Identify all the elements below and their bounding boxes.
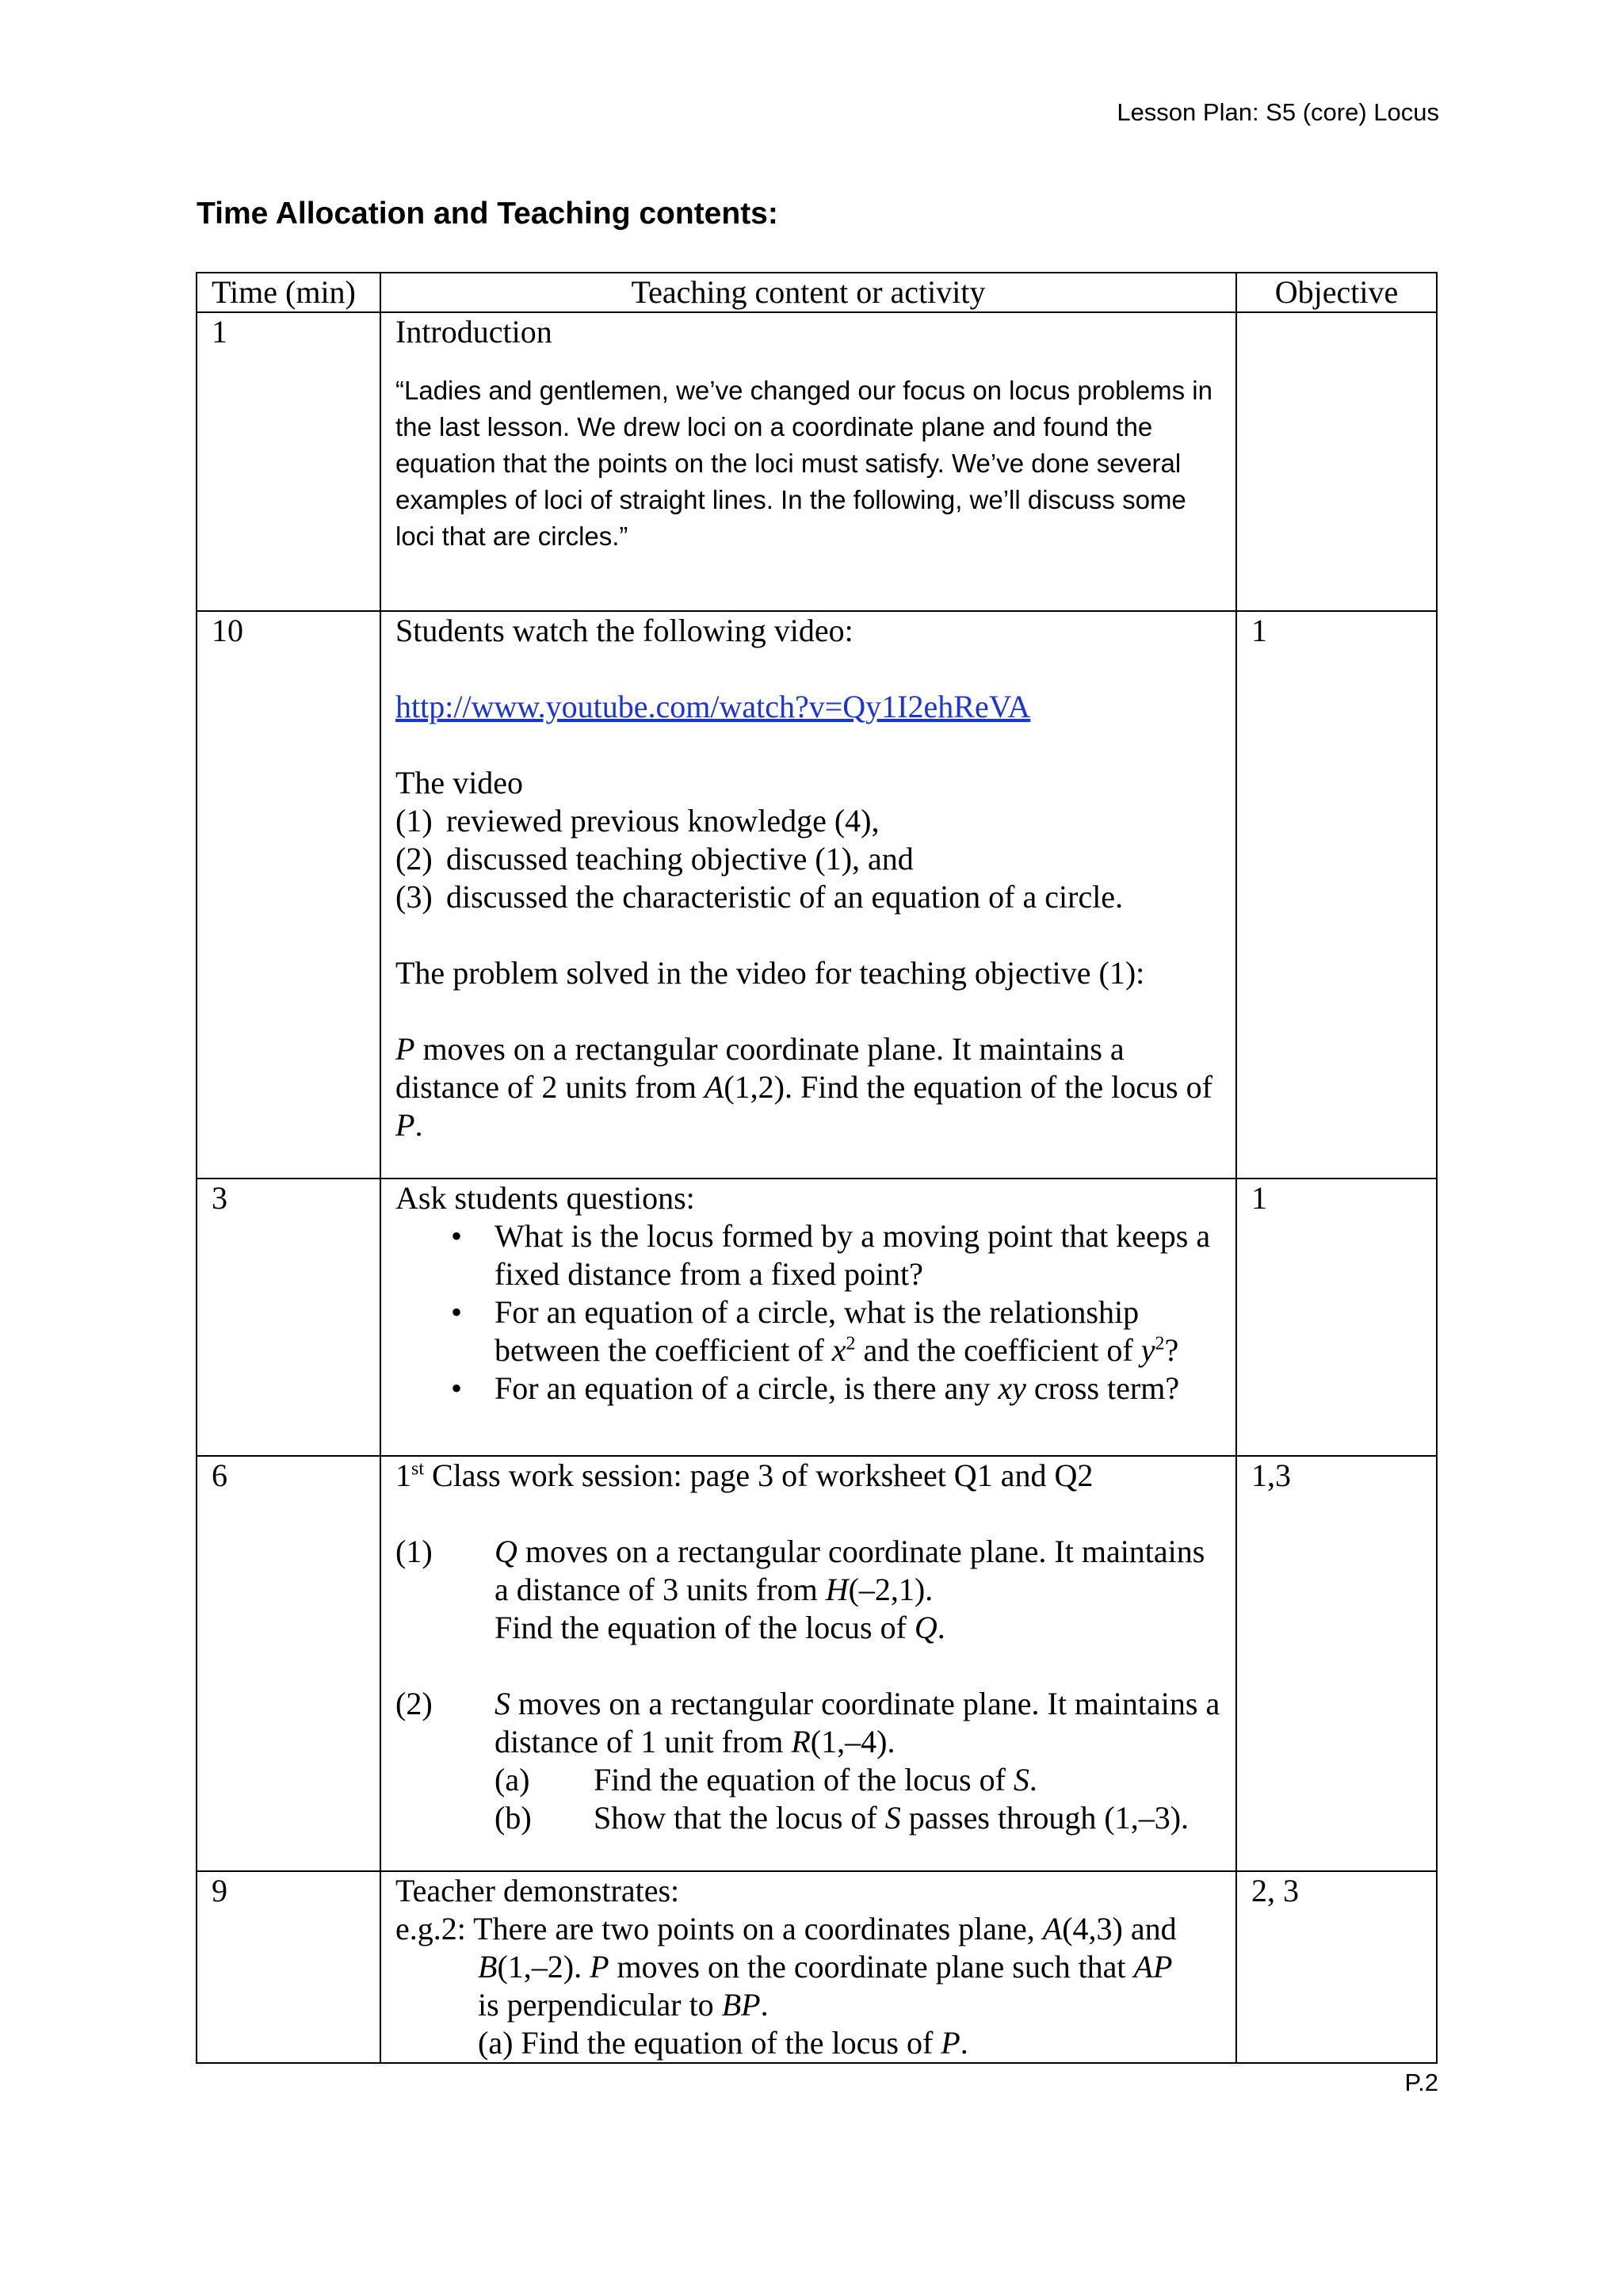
page-number: P.2	[1404, 2069, 1438, 2096]
bullet-icon: •	[451, 1218, 463, 1254]
list-item: • For an equation of a circle, is there any xy cross term?	[451, 1370, 1180, 1406]
list-item: (3) discussed the characteristic of an equation of a circle.	[395, 879, 1124, 915]
time-cell: 6	[197, 1456, 380, 1871]
objective-cell: 1,3	[1236, 1456, 1437, 1871]
objective-cell: 1	[1236, 1179, 1437, 1456]
content-cell	[380, 312, 1236, 611]
table-row	[197, 1871, 1437, 2063]
video-intro: Students watch the following video:	[395, 613, 854, 648]
list-item: (2) discussed teaching objective (1), and	[395, 841, 914, 877]
header-objective: Objective	[1236, 273, 1437, 312]
question-list	[395, 1217, 1221, 1408]
document-header: Lesson Plan: S5 (core) Locus	[1117, 98, 1439, 126]
content-cell	[380, 1456, 1236, 1871]
table-row	[197, 1179, 1437, 1456]
time-cell: 3	[197, 1179, 380, 1456]
video-heading: The video	[395, 765, 524, 800]
video-link[interactable]: http://www.youtube.com/watch?v=Qy1I2ehReVA	[395, 689, 1031, 724]
problem-intro: The problem solved in the video for teaching objective (1):	[395, 955, 1145, 991]
bullet-icon: •	[451, 1370, 463, 1406]
example-part-a: (a) Find the equation of the locus of P.	[478, 2025, 968, 2061]
table-row	[197, 312, 1437, 611]
time-cell: 10	[197, 611, 380, 1179]
classwork-title: 1st Class work session: page 3 of worksheet Q1 and Q2	[395, 1457, 1094, 1493]
time-cell: 1	[197, 312, 380, 611]
objective-cell: 2, 3	[1236, 1871, 1437, 2063]
content-cell	[380, 1871, 1236, 2063]
table-row	[197, 611, 1437, 1179]
demonstration-intro: Teacher demonstrates:	[395, 1873, 680, 1908]
questions-intro: Ask students questions:	[395, 1180, 695, 1216]
table-header-row	[197, 273, 1437, 312]
video-problem: P moves on a rectangular coordinate plane. It maintains a distance of 2 units from A(1,2). Find the equation of the locus of P.	[395, 1031, 1212, 1143]
introduction-quote: “Ladies and gentlemen, we’ve changed our focus on locus problems in the last lesson. We drew loci on a coordinate plane and found the equation that the points on the loci must satisfy. We’ve done several examples of loci of straight lines. In the following, we’ll discuss some loci that are circles.”	[395, 376, 1212, 551]
bullet-icon: •	[451, 1294, 463, 1330]
table-row	[197, 1456, 1437, 1871]
list-item: • What is the locus formed by a moving point that keeps a fixed distance from a fixed point?	[451, 1218, 1211, 1292]
objective-cell: 1	[1236, 611, 1437, 1179]
list-item: (1) reviewed previous knowledge (4),	[395, 803, 880, 839]
worksheet-question: (2) S moves on a rectangular coordinate plane. It maintains a distance of 1 unit from R(1,–4). (a) Find the equation of the locus of S. (b) Show that the locus of S passes through (1,–3).	[395, 1686, 1220, 1836]
time-cell: 9	[197, 1871, 380, 2063]
section-title: Time Allocation and Teaching contents:	[197, 197, 778, 231]
lesson-plan-table	[196, 272, 1438, 2064]
list-item: • For an equation of a circle, what is the relationship between the coefficient of $x^2$ and the coefficient of $y^2$?	[451, 1294, 1179, 1368]
introduction-title: Introduction	[395, 314, 552, 350]
header-time: Time (min)	[197, 273, 380, 312]
objective-cell	[1236, 312, 1437, 611]
content-cell	[380, 1179, 1236, 1456]
worksheet-question: (1) Q moves on a rectangular coordinate plane. It maintains a distance of 3 units from H(–2,1). Find the equation of the locus of Q.	[395, 1534, 1205, 1645]
header-content: Teaching content or activity	[380, 273, 1236, 312]
example-problem: e.g.2: There are two points on a coordinates plane, A(4,3) and B(1,–2). P moves on the coordinate plane such that AP is perpendicular to BP. (a) Find the equation of the locus of P.	[395, 1910, 1221, 2062]
content-cell	[380, 611, 1236, 1179]
